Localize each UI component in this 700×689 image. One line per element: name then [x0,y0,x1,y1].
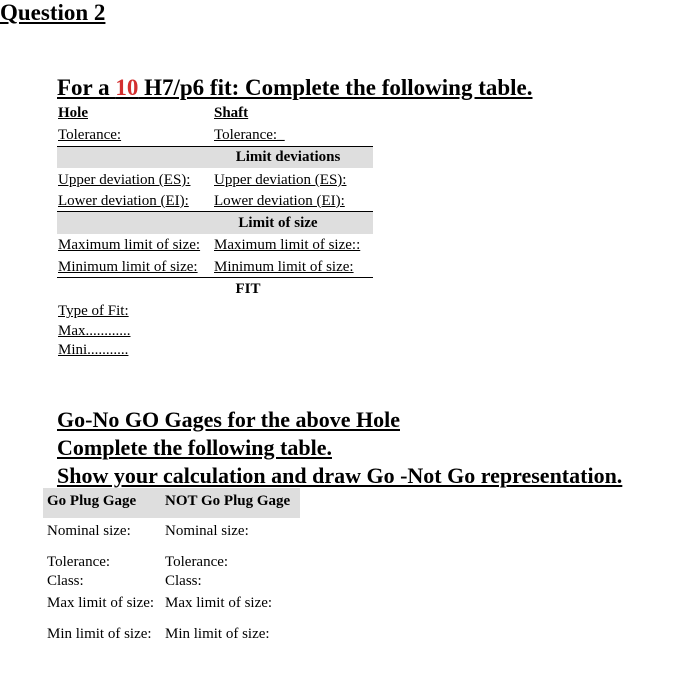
shaft-header: Shaft [214,105,249,121]
gages-heading-line3: Show your calculation and draw Go -Not Go representation. [57,463,623,488]
limit-deviations-label: Limit deviations [235,149,341,165]
table-rule [57,277,373,278]
limit-size-label: Limit of size [238,215,318,231]
go-max-limit: Max limit of size: [47,595,155,611]
go-plug-gage-header: Go Plug Gage [47,493,137,509]
hole-header: Hole [58,105,88,121]
fit-heading-size: 10 [115,75,139,100]
shaft-max-limit: Maximum limit of size:: [214,237,361,253]
go-tolerance: Tolerance: [47,554,111,570]
notgo-max-limit: Max limit of size: [165,595,273,611]
shaft-lower-deviation: Lower deviation (EI): [214,193,345,209]
hole-tolerance: Tolerance: [58,127,122,143]
fit-heading-suffix: H7/p6 fit: Complete the following table. [138,75,533,100]
shaft-tolerance: Tolerance:_ [214,127,285,143]
fit-heading-prefix: For a [57,75,116,100]
hole-lower-deviation: Lower deviation (EI): [58,193,189,209]
fit-type-label: Type of Fit: [58,303,129,319]
hole-min-limit: Minimum limit of size: [58,259,198,275]
fit-heading [57,75,533,101]
go-class: Class: [47,573,84,589]
notgo-nominal-size: Nominal size: [165,523,249,539]
fit-label: FIT [235,281,261,297]
hole-upper-deviation: Upper deviation (ES): [58,172,191,188]
question-title: Question 2 [0,0,106,25]
gages-heading-line1: Go-No GO Gages for the above Hole [57,407,400,432]
go-nominal-size: Nominal size: [47,523,131,539]
notgo-class: Class: [165,573,202,589]
notgo-tolerance: Tolerance: [165,554,229,570]
fit-min-label: Mini........... [58,342,129,358]
gages-heading-line2: Complete the following table. [57,435,332,460]
notgo-plug-gage-header: NOT Go Plug Gage [165,493,291,509]
shaft-upper-deviation: Upper deviation (ES): [214,172,347,188]
fit-max-label: Max............ [58,323,131,339]
go-min-limit: Min limit of size: [47,626,152,642]
hole-max-limit: Maximum limit of size: [58,237,201,253]
notgo-min-limit: Min limit of size: [165,626,270,642]
shaft-min-limit: Minimum limit of size: [214,259,354,275]
